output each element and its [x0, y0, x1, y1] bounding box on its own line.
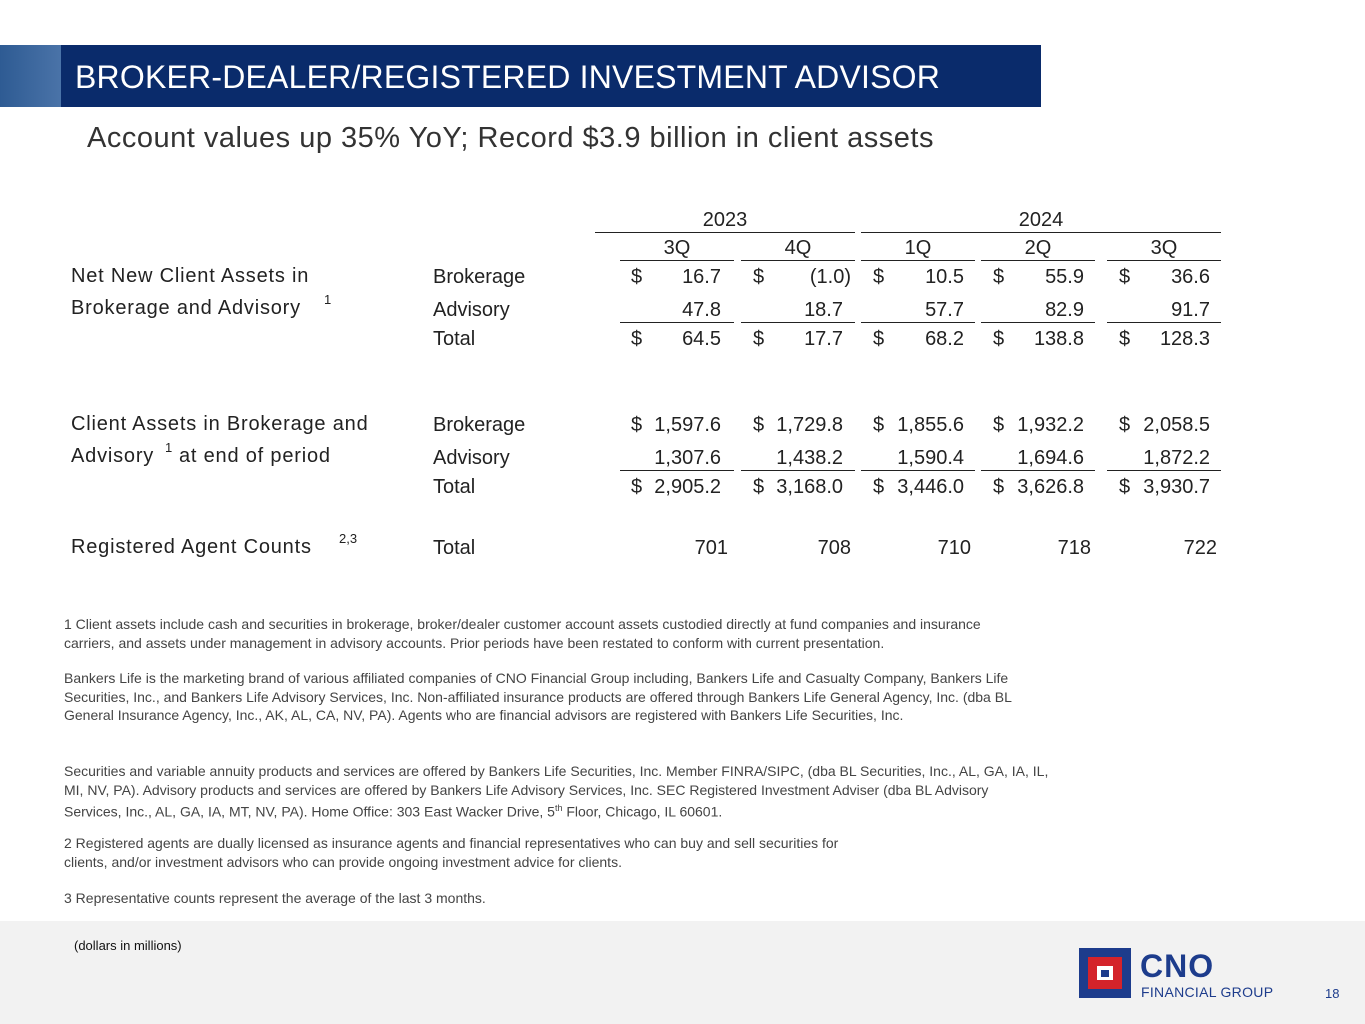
currency-symbol: $ [993, 266, 1005, 288]
footnote-marker: 1 [165, 440, 173, 455]
quarter-underline [861, 260, 975, 261]
quarter-header: 4Q [784, 237, 812, 259]
page-number: 18 [1325, 986, 1340, 1001]
quarter-underline [981, 260, 1095, 261]
row-label-total: Total [433, 328, 476, 350]
currency-symbol: $ [753, 328, 765, 350]
table-cell: 708 [817, 537, 851, 559]
table-cell: 2,058.5 [1143, 414, 1210, 436]
table-cell: 68.2 [925, 328, 964, 350]
footnote-marker: 1 [324, 292, 332, 307]
table-cell: 1,590.4 [897, 447, 964, 469]
currency-symbol: $ [993, 328, 1005, 350]
total-rule [741, 470, 855, 471]
table-cell: 1,855.6 [897, 414, 964, 436]
table-cell: 701 [694, 537, 728, 559]
section-label-client-assets-line2: Advisory [71, 445, 155, 467]
section-label-net-new-assets-line2: Brokerage and Advisory [71, 297, 301, 319]
table-cell: 1,932.2 [1017, 414, 1084, 436]
currency-symbol: $ [631, 266, 643, 288]
currency-symbol: $ [873, 328, 885, 350]
quarter-header: 2Q [1024, 237, 1052, 259]
quarter-underline [741, 260, 855, 261]
currency-symbol: $ [1119, 266, 1131, 288]
currency-symbol: $ [631, 328, 643, 350]
table-cell: 16.7 [682, 266, 721, 288]
year-header-2024: 2024 [1018, 209, 1064, 231]
table-cell: 18.7 [804, 299, 843, 321]
table-cell: 138.8 [1033, 328, 1084, 350]
table-cell: 82.9 [1045, 299, 1084, 321]
row-label-total: Total [433, 476, 476, 498]
row-label-advisory: Advisory [433, 447, 510, 469]
table-cell: 47.8 [682, 299, 721, 321]
row-label-brokerage: Brokerage [433, 414, 526, 436]
total-rule [861, 322, 975, 323]
quarter-header: 1Q [904, 237, 932, 259]
row-label-total: Total [433, 537, 476, 559]
year-header-2023: 2023 [702, 209, 748, 231]
table-cell: 36.6 [1171, 266, 1210, 288]
section-label-client-assets-line2-end: at end of period [179, 445, 331, 467]
currency-symbol: $ [631, 476, 643, 498]
footnote-marker: 2,3 [339, 531, 358, 546]
table-cell: 1,872.2 [1143, 447, 1210, 469]
quarter-underline [1107, 260, 1221, 261]
table-cell: 1,729.8 [776, 414, 843, 436]
currency-symbol: $ [1119, 476, 1131, 498]
table-cell: 3,626.8 [1017, 476, 1084, 498]
title-bar [61, 45, 1041, 107]
logo-wordmark: CNO [1140, 948, 1215, 984]
table-cell: 3,168.0 [776, 476, 843, 498]
footnote-1: 1 Client assets include cash and securities in brokerage, broker/dealer customer account assets custodied directly at fund companies and insurance carriers, and assets under management in advisory accounts. Prior periods have been restated to conform with current presentation. [64, 616, 981, 651]
footnote-bankers-life: Bankers Life is the marketing brand of various affiliated companies of CNO Financial Group including, Bankers Life and Casualty Company, Bankers Life Securities, Inc., and Bankers Life Advisory Services, Inc. Non-affiliated insurance products are offered through Bankers Life General Agency, Inc. (dba BL General Insurance Agency, Inc., AK, AL, CA, NV, PA). Agents who are financial advisors are registered with Bankers Life Securities, Inc. [64, 670, 1012, 723]
quarter-underline [620, 260, 734, 261]
table-cell: 128.3 [1159, 328, 1210, 350]
currency-symbol: $ [873, 414, 885, 436]
table-cell: 1,694.6 [1017, 447, 1084, 469]
footer-band [0, 921, 1365, 1024]
total-rule [1107, 322, 1221, 323]
section-label-net-new-assets: Net New Client Assets in [71, 265, 310, 287]
table-cell: 3,446.0 [897, 476, 964, 498]
page-title: BROKER-DEALER/REGISTERED INVESTMENT ADVISOR [75, 59, 941, 95]
section-label-agent-counts: Registered Agent Counts [71, 536, 312, 558]
table-cell: 2,905.2 [654, 476, 721, 498]
total-rule [741, 322, 855, 323]
total-rule [861, 470, 975, 471]
table-cell: 10.5 [925, 266, 964, 288]
table-cell: 64.5 [682, 328, 721, 350]
footnote-securities: Securities and variable annuity products and services are offered by Bankers Life Securities, Inc. Member FINRA/SIPC, (dba BL Securities, Inc., AL, GA, IA, IL, MI, NV, PA). Advisory products and services are offered by Bankers Life Advisory Services, Inc. SEC Registered Investment Adviser (dba BL Advisory Services, Inc., AL, GA, IA, MT, NV, PA). Home Office: 303 East Wacker Drive, 5th Floor, Chicago, IL 60601. [64, 763, 1049, 820]
currency-symbol: $ [993, 414, 1005, 436]
currency-symbol: $ [753, 414, 765, 436]
table-cell: 91.7 [1171, 299, 1210, 321]
currency-symbol: $ [631, 414, 643, 436]
footnote-2: 2 Registered agents are dually licensed as insurance agents and financial representatives who can buy and sell securities for clients, and/or investment advisors who can provide ongoing investment advice for clients. [64, 835, 839, 870]
page-subtitle: Account values up 35% YoY; Record $3.9 billion in client assets [87, 122, 934, 154]
currency-symbol: $ [1119, 328, 1131, 350]
total-rule [620, 322, 734, 323]
table-cell: 718 [1057, 537, 1091, 559]
table-cell: 1,307.6 [654, 447, 721, 469]
row-label-brokerage: Brokerage [433, 266, 526, 288]
currency-symbol: $ [1119, 414, 1131, 436]
footnote-3: 3 Representative counts represent the average of the last 3 months. [64, 890, 486, 906]
table-cell: 710 [937, 537, 971, 559]
section-label-client-assets: Client Assets in Brokerage and [71, 413, 369, 435]
units-note: (dollars in millions) [74, 938, 182, 953]
total-rule [1107, 470, 1221, 471]
total-rule [981, 322, 1095, 323]
total-rule [620, 470, 734, 471]
table-cell: 722 [1183, 537, 1217, 559]
row-label-advisory: Advisory [433, 299, 510, 321]
title-accent-block [0, 45, 61, 107]
table-cell: 17.7 [804, 328, 843, 350]
cno-logo-icon [1079, 948, 1131, 998]
total-rule [981, 470, 1095, 471]
quarter-header: 3Q [1150, 237, 1178, 259]
currency-symbol: $ [753, 266, 765, 288]
table-cell: 57.7 [925, 299, 964, 321]
logo-subtitle: FINANCIAL GROUP [1141, 984, 1274, 1000]
table-cell: 55.9 [1045, 266, 1084, 288]
currency-symbol: $ [873, 266, 885, 288]
table-cell: 3,930.7 [1143, 476, 1210, 498]
table-cell: 1,597.6 [654, 414, 721, 436]
currency-symbol: $ [993, 476, 1005, 498]
currency-symbol: $ [873, 476, 885, 498]
year-underline-2023 [595, 232, 855, 233]
quarter-header: 3Q [663, 237, 691, 259]
currency-symbol: $ [753, 476, 765, 498]
table-cell: (1.0) [809, 266, 851, 288]
year-underline-2024 [861, 232, 1221, 233]
table-cell: 1,438.2 [776, 447, 843, 469]
